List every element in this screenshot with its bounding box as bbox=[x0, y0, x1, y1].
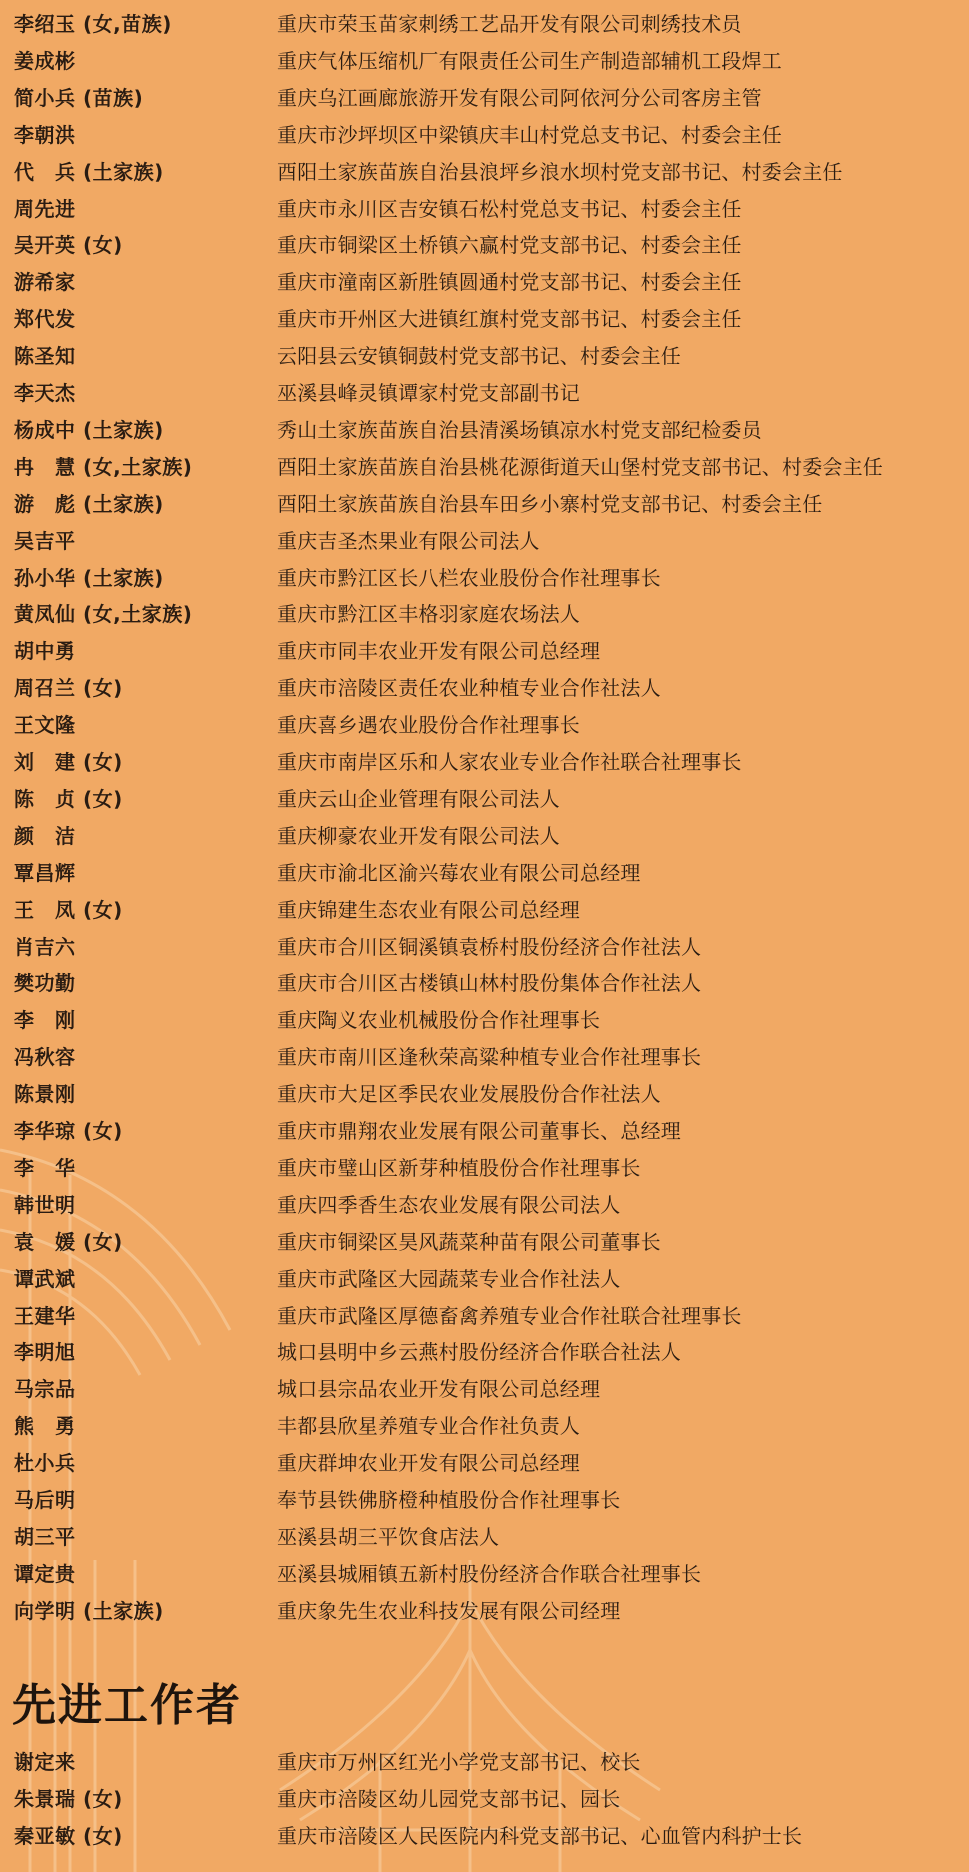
organization-title: 巫溪县城厢镇五新村股份经济合作联合社理事长 bbox=[277, 1561, 702, 1586]
organization-title: 重庆市同丰农业开发有限公司总经理 bbox=[277, 639, 601, 664]
list-item bbox=[0, 412, 969, 449]
organization-title: 重庆市涪陵区幼儿园党支部书记、园长 bbox=[277, 1787, 621, 1811]
organization-title: 重庆市沙坪坝区中梁镇庆丰山村党总支书记、村委会主任 bbox=[277, 122, 782, 147]
organization-title: 重庆市涪陵区责任农业种植专业合作社法人 bbox=[277, 676, 661, 701]
person-name: 朱景瑞 (女) bbox=[14, 1787, 123, 1811]
person-name: 杨成中 (土家族) bbox=[14, 417, 164, 442]
organization-title: 丰都县欣星养殖专业合作社负责人 bbox=[277, 1414, 580, 1439]
person-name: 李绍玉 (女,苗族) bbox=[14, 12, 172, 36]
person-name: 吴开英 (女) bbox=[14, 233, 123, 258]
list-item bbox=[0, 1482, 969, 1519]
person-name: 向学明 (土家族) bbox=[14, 1598, 164, 1623]
list-item bbox=[0, 818, 969, 855]
person-name: 周召兰 (女) bbox=[14, 676, 123, 701]
organization-title: 重庆吉圣杰果业有限公司法人 bbox=[277, 528, 540, 553]
organization-title: 酉阳土家族苗族自治县车田乡小寨村党支部书记、村委会主任 bbox=[277, 491, 823, 516]
list-item bbox=[0, 1408, 969, 1445]
organization-title: 重庆市开州区大进镇红旗村党支部书记、村委会主任 bbox=[277, 307, 742, 332]
organization-title: 奉节县铁佛脐橙种植股份合作社理事长 bbox=[277, 1488, 621, 1512]
organization-title: 重庆市荣玉苗家刺绣工艺品开发有限公司刺绣技术员 bbox=[277, 12, 742, 36]
list-item bbox=[0, 1818, 969, 1855]
organization-title: 巫溪县胡三平饮食店法人 bbox=[277, 1524, 500, 1549]
person-name: 熊 勇 bbox=[14, 1414, 76, 1439]
person-name: 樊功勤 bbox=[14, 971, 76, 996]
organization-title: 重庆四季香生态农业发展有限公司法人 bbox=[277, 1192, 621, 1217]
organization-title: 重庆市南岸区乐和人家农业专业合作社联合社理事长 bbox=[277, 750, 742, 774]
list-item bbox=[0, 6, 969, 43]
person-name: 秦亚敏 (女) bbox=[14, 1824, 123, 1848]
list-item bbox=[0, 855, 969, 892]
list-item bbox=[0, 338, 969, 375]
list-item bbox=[0, 1781, 969, 1818]
person-name: 马宗品 bbox=[14, 1377, 76, 1402]
list-item bbox=[0, 1187, 969, 1224]
person-name: 简小兵 (苗族) bbox=[14, 85, 144, 110]
person-name: 马后明 bbox=[14, 1488, 76, 1512]
list-item bbox=[0, 486, 969, 523]
person-name: 李华琼 (女) bbox=[14, 1119, 123, 1143]
person-name: 黄凤仙 (女,土家族) bbox=[14, 602, 193, 627]
person-name: 孙小华 (土家族) bbox=[14, 565, 164, 590]
organization-title: 重庆象先生农业科技发展有限公司经理 bbox=[277, 1598, 621, 1623]
person-name: 周先进 bbox=[14, 196, 76, 221]
person-name: 郑代发 bbox=[14, 307, 76, 332]
person-name: 陈 贞 (女) bbox=[14, 786, 123, 811]
person-name: 王建华 bbox=[14, 1303, 76, 1328]
list-item bbox=[0, 1556, 969, 1593]
organization-title: 重庆市铜梁区昊风蔬菜种苗有限公司董事长 bbox=[277, 1229, 661, 1254]
list-item bbox=[0, 1002, 969, 1039]
organization-title: 重庆市武隆区厚德畜禽养殖专业合作社联合社理事长 bbox=[277, 1303, 742, 1328]
person-name: 谭定贵 bbox=[14, 1561, 76, 1586]
person-name: 肖吉六 bbox=[14, 934, 76, 959]
person-name: 李天杰 bbox=[14, 381, 76, 405]
list-item bbox=[0, 560, 969, 597]
list-item bbox=[0, 1150, 969, 1187]
list-item bbox=[0, 965, 969, 1002]
list-item bbox=[0, 375, 969, 412]
section-title: 先进工作者 bbox=[12, 1680, 242, 1731]
person-name: 李 刚 bbox=[14, 1008, 76, 1033]
list-item bbox=[0, 929, 969, 966]
list-item bbox=[0, 301, 969, 338]
person-name: 冯秋容 bbox=[14, 1045, 76, 1070]
person-name: 冉 慧 (女,土家族) bbox=[14, 454, 193, 479]
list-item bbox=[0, 264, 969, 301]
person-name: 游 彪 (土家族) bbox=[14, 491, 164, 516]
person-name: 李朝洪 bbox=[14, 122, 76, 147]
person-name: 刘 建 (女) bbox=[14, 750, 123, 774]
list-item bbox=[0, 1445, 969, 1482]
person-name: 游希家 bbox=[14, 270, 76, 295]
person-name: 李明旭 bbox=[14, 1340, 76, 1365]
list-item bbox=[0, 1261, 969, 1298]
organization-title: 重庆市永川区吉安镇石松村党总支书记、村委会主任 bbox=[277, 196, 742, 221]
organization-title: 重庆锦建生态农业有限公司总经理 bbox=[277, 897, 580, 922]
list-item bbox=[0, 80, 969, 117]
list-item bbox=[0, 892, 969, 929]
organization-title: 城口县宗品农业开发有限公司总经理 bbox=[277, 1377, 601, 1402]
organization-title: 酉阳土家族苗族自治县桃花源街道天山堡村党支部书记、村委会主任 bbox=[277, 454, 883, 479]
person-name: 姜成彬 bbox=[14, 48, 76, 73]
list-item bbox=[0, 1744, 969, 1781]
person-name: 陈景刚 bbox=[14, 1082, 76, 1107]
list-item bbox=[0, 707, 969, 744]
organization-title: 重庆云山企业管理有限公司法人 bbox=[277, 786, 560, 811]
list-item bbox=[0, 191, 969, 228]
list-item bbox=[0, 154, 969, 191]
person-name: 李 华 bbox=[14, 1155, 76, 1180]
person-name: 胡三平 bbox=[14, 1524, 76, 1549]
organization-title: 重庆市黔江区丰格羽家庭农场法人 bbox=[277, 602, 580, 627]
person-name: 王 凤 (女) bbox=[14, 897, 123, 922]
person-name: 吴吉平 bbox=[14, 528, 76, 553]
list-item bbox=[0, 227, 969, 264]
person-name: 胡中勇 bbox=[14, 639, 76, 664]
organization-title: 重庆市涪陵区人民医院内科党支部书记、心血管内科护士长 bbox=[277, 1824, 803, 1848]
organization-title: 重庆市武隆区大园蔬菜专业合作社法人 bbox=[277, 1266, 621, 1291]
list-item bbox=[0, 1519, 969, 1556]
list-item bbox=[0, 1039, 969, 1076]
person-name: 袁 媛 (女) bbox=[14, 1229, 123, 1254]
organization-title: 重庆陶义农业机械股份合作社理事长 bbox=[277, 1008, 601, 1033]
list-item bbox=[0, 1298, 969, 1335]
list-item bbox=[0, 1334, 969, 1371]
organization-title: 重庆市黔江区长八栏农业股份合作社理事长 bbox=[277, 565, 661, 590]
organization-title: 重庆市渝北区渝兴莓农业有限公司总经理 bbox=[277, 860, 641, 885]
person-name: 谢定来 bbox=[14, 1750, 76, 1774]
organization-title: 重庆市璧山区新芽种植股份合作社理事长 bbox=[277, 1155, 641, 1180]
list-item bbox=[0, 523, 969, 560]
organization-title: 重庆市合川区古楼镇山林村股份集体合作社法人 bbox=[277, 971, 702, 996]
list-item bbox=[0, 633, 969, 670]
list-item bbox=[0, 670, 969, 707]
list-item bbox=[0, 1224, 969, 1261]
organization-title: 重庆喜乡遇农业股份合作社理事长 bbox=[277, 713, 580, 738]
person-name: 韩世明 bbox=[14, 1192, 76, 1217]
person-name: 王文隆 bbox=[14, 713, 76, 738]
person-name: 颜 洁 bbox=[14, 823, 76, 848]
person-name: 谭武斌 bbox=[14, 1266, 76, 1291]
list-item bbox=[0, 449, 969, 486]
organization-title: 重庆市鼎翔农业发展有限公司董事长、总经理 bbox=[277, 1119, 681, 1143]
organization-title: 秀山土家族苗族自治县清溪场镇凉水村党支部纪检委员 bbox=[277, 417, 762, 442]
list-item bbox=[0, 1113, 969, 1150]
organization-title: 城口县明中乡云燕村股份经济合作联合社法人 bbox=[277, 1340, 681, 1365]
list-item bbox=[0, 1371, 969, 1408]
organization-title: 重庆市南川区逢秋荣高粱种植专业合作社理事长 bbox=[277, 1045, 702, 1070]
list-item bbox=[0, 596, 969, 633]
organization-title: 酉阳土家族苗族自治县浪坪乡浪水坝村党支部书记、村委会主任 bbox=[277, 159, 843, 184]
person-name: 代 兵 (土家族) bbox=[14, 159, 164, 184]
organization-title: 重庆市潼南区新胜镇圆通村党支部书记、村委会主任 bbox=[277, 270, 742, 295]
person-name: 陈圣知 bbox=[14, 344, 76, 369]
list-item bbox=[0, 781, 969, 818]
list-item bbox=[0, 1593, 969, 1630]
organization-title: 云阳县云安镇铜鼓村党支部书记、村委会主任 bbox=[277, 344, 681, 369]
organization-title: 巫溪县峰灵镇谭家村党支部副书记 bbox=[277, 381, 580, 405]
organization-title: 重庆气体压缩机厂有限责任公司生产制造部辅机工段焊工 bbox=[277, 48, 782, 73]
list-item bbox=[0, 43, 969, 80]
organization-title: 重庆市万州区红光小学党支部书记、校长 bbox=[277, 1750, 641, 1774]
organization-title: 重庆柳豪农业开发有限公司法人 bbox=[277, 823, 560, 848]
person-name: 覃昌辉 bbox=[14, 860, 76, 885]
organization-title: 重庆市合川区铜溪镇袁桥村股份经济合作社法人 bbox=[277, 934, 702, 959]
organization-title: 重庆乌江画廊旅游开发有限公司阿依河分公司客房主管 bbox=[277, 85, 762, 110]
list-item bbox=[0, 1076, 969, 1113]
person-name: 杜小兵 bbox=[14, 1451, 76, 1476]
list-item bbox=[0, 744, 969, 781]
organization-title: 重庆市大足区季民农业发展股份合作社法人 bbox=[277, 1082, 661, 1107]
organization-title: 重庆市铜梁区土桥镇六赢村党支部书记、村委会主任 bbox=[277, 233, 742, 258]
organization-title: 重庆群坤农业开发有限公司总经理 bbox=[277, 1451, 580, 1476]
list-item bbox=[0, 117, 969, 154]
